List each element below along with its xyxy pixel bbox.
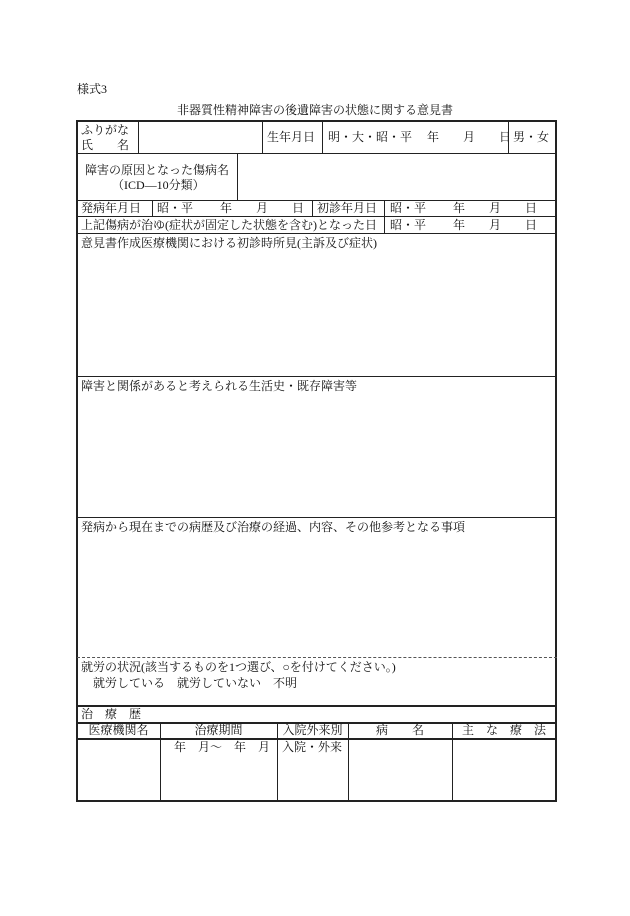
cure-date-field[interactable]: 昭・平 年 月 日 [390, 218, 538, 232]
main-therapy-field[interactable] [453, 740, 555, 800]
history-field[interactable] [78, 395, 555, 515]
dob-field[interactable]: 明・大・昭・平 年 月 日 [328, 130, 512, 144]
period-field[interactable]: 年 月～ 年 月 [174, 740, 271, 754]
institution-field[interactable] [78, 740, 160, 800]
disease-name-field[interactable] [349, 740, 452, 800]
first-visit-label: 初診年月日 [317, 201, 378, 215]
header-institution: 医療機関名 [88, 723, 149, 737]
header-disease-name: 病 名 [375, 723, 424, 737]
initial-findings-field[interactable] [78, 252, 555, 374]
sex-field[interactable]: 男・女 [513, 130, 550, 144]
header-main-therapy: 主 な 療 法 [461, 723, 546, 737]
first-visit-date-field[interactable]: 昭・平 年 月 日 [390, 201, 538, 215]
initial-findings-label: 意見書作成医療機関における初診時所見(主訴及び症状) [81, 236, 377, 250]
course-field[interactable] [78, 536, 555, 655]
onset-date-field[interactable]: 昭・平 年 月 日 [157, 201, 305, 215]
dashed-divider [77, 657, 557, 658]
diagnosis-field[interactable] [238, 154, 556, 199]
employment-options[interactable]: 就労している 就労していない 不明 [93, 676, 298, 690]
name-label: 氏 名 [81, 138, 130, 152]
diagnosis-label: 障害の原因となった傷病名 [85, 163, 230, 177]
treatment-history-title: 治 療 歴 [81, 707, 142, 721]
header-period: 治療期間 [194, 723, 243, 737]
name-field[interactable] [139, 122, 262, 152]
course-label: 発病から現在までの病歴及び治療の経過、内容、その他参考となる事項 [81, 520, 466, 534]
onset-label: 発病年月日 [81, 201, 142, 215]
icd-label: （ICD—10分類） [112, 178, 205, 192]
inpatient-outpatient-field[interactable]: 入院・外来 [282, 740, 343, 754]
employment-label: 就労の状況(該当するものを1つ選び、○を付けてください。) [81, 660, 396, 674]
page-title: 非器質性精神障害の後遺障害の状態に関する意見書 [176, 103, 453, 117]
form-number: 様式3 [77, 82, 108, 96]
header-inpatient-outpatient: 入院外来別 [282, 723, 343, 737]
furigana-label: ふりがな [81, 123, 130, 137]
cure-date-label: 上記傷病が治ゆ(症状が固定した状態を含む)となった日 [81, 218, 377, 232]
dob-label: 生年月日 [267, 130, 316, 144]
history-label: 障害と関係があると考えられる生活史・既存障害等 [81, 379, 358, 393]
